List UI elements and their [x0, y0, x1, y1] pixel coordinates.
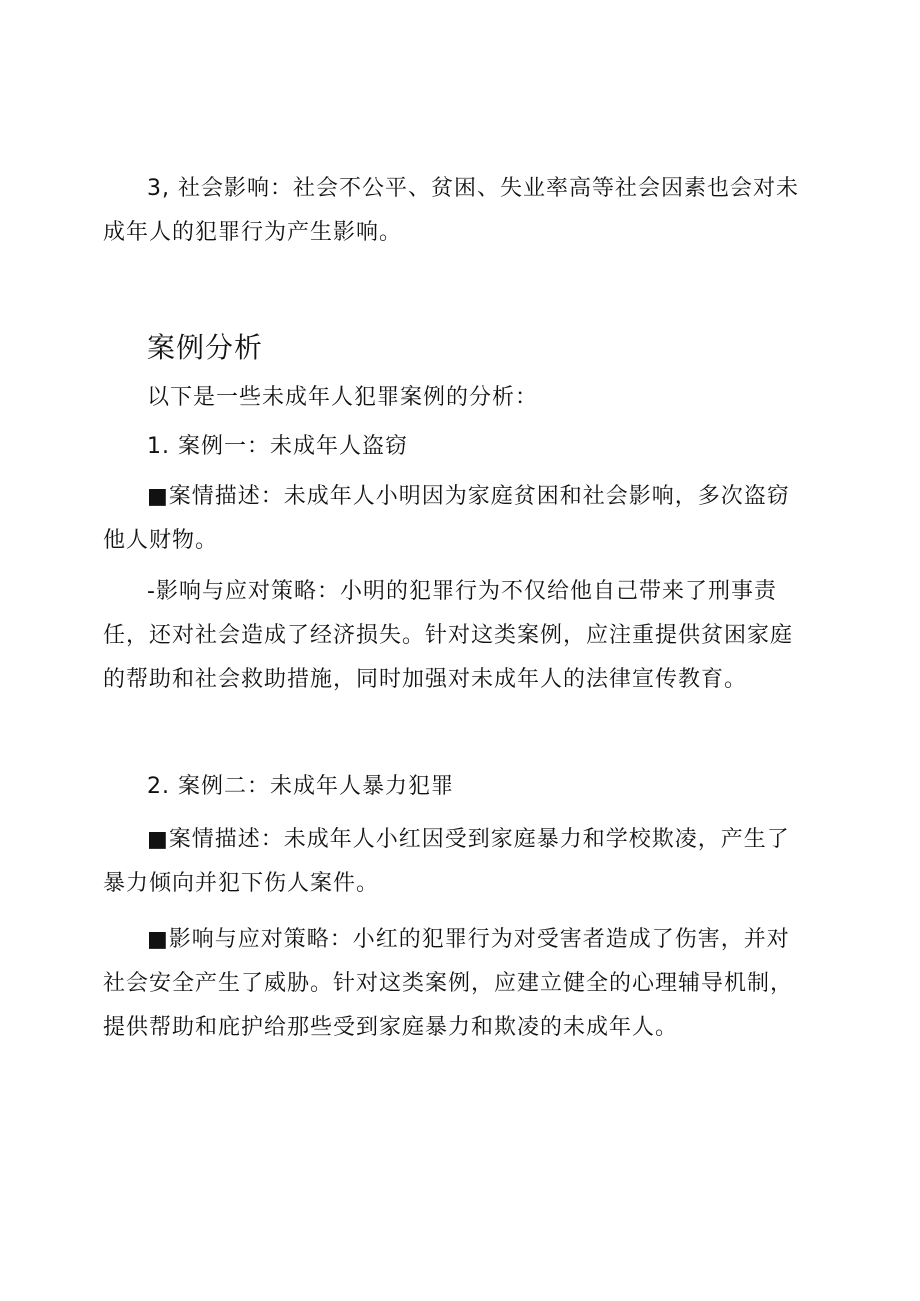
case1-description: ■案情描述：未成年人小明因为家庭贫困和社会影响，多次盗窃他人财物。 [103, 484, 790, 553]
case2-impact: ■影响与应对策略：小红的犯罪行为对受害者造成了伤害，并对社会安全产生了威胁。针对这类案例，应建立健全的心理辅导机制，提供帮助和庇护给那些受到家庭暴力和欺凌的未成年人。 [103, 927, 794, 1040]
social-influence-paragraph: 3, 社会影响：社会不公平、贫困、失业率高等社会因素也会对未成年人的犯罪行为产生影响。 [103, 176, 799, 245]
case1-impact: -影响与应对策略：小明的犯罪行为不仅给他自己带来了刑事责任，还对社会造成了经济损失。针对这类案例，应注重提供贫困家庭的帮助和社会救助措施，同时加强对未成年人的法律宣传教育。 [103, 579, 794, 692]
case2-description: ■案情描述：未成年人小红因受到家庭暴力和学校欺凌，产生了暴力倾向并犯下伤人案件。 [103, 827, 790, 896]
section-heading: 案例分析 [147, 331, 264, 364]
intro-text: 以下是一些未成年人犯罪案例的分析： [147, 385, 539, 410]
case1-title: 1. 案例一：未成年人盗窃 [147, 434, 408, 459]
case2-title: 2. 案例二：未成年人暴力犯罪 [147, 774, 454, 799]
